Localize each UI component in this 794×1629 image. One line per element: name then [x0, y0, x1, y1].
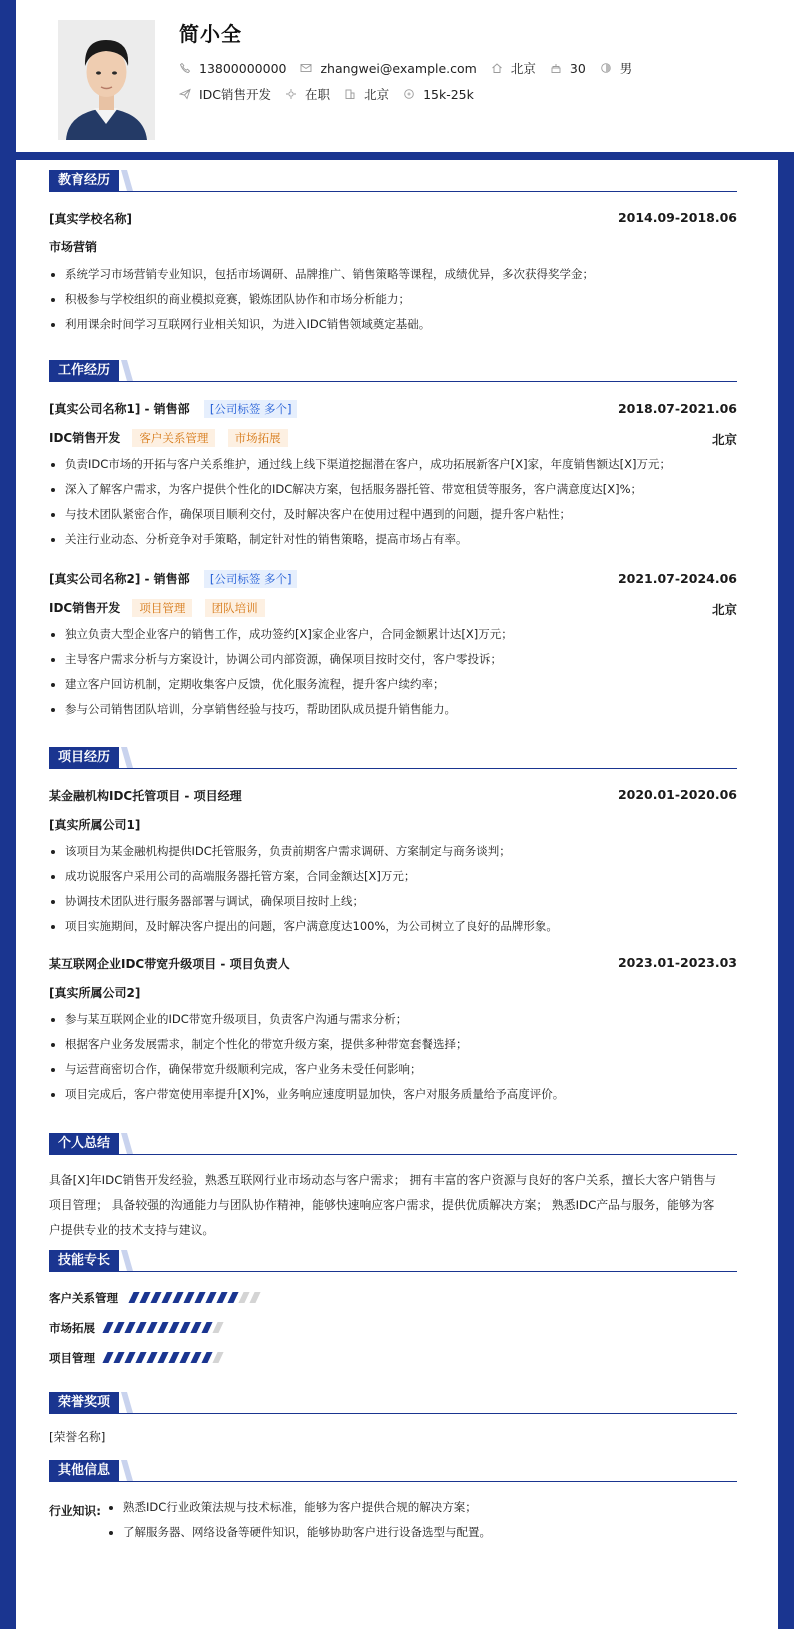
coin-icon	[403, 88, 415, 100]
skill-segment-filled	[179, 1352, 190, 1363]
home-icon	[491, 62, 503, 74]
skill-name: 客户关系管理	[49, 1291, 118, 1305]
gender-icon	[600, 62, 612, 74]
summary-line: 具备[X]年IDC销售开发经验，熟悉互联网行业市场动态与客户需求； 拥有丰富的客户资源与良好的客户关系，擅长大客户销售与	[49, 1173, 717, 1187]
building-icon	[344, 88, 356, 100]
section-title: 其他信息	[49, 1460, 119, 1481]
project-2-row	[49, 955, 737, 972]
honors-section	[49, 1392, 737, 1444]
skill-segment-empty	[212, 1352, 223, 1363]
send-icon	[179, 88, 191, 100]
age-item	[550, 61, 586, 76]
age-value: 30	[569, 60, 586, 76]
skill-segment-filled	[183, 1292, 194, 1303]
skill-segment-filled	[124, 1352, 135, 1363]
skill-segment-filled	[102, 1352, 113, 1363]
project-1-bullets	[49, 839, 737, 939]
project-company: [真实所属公司1]	[49, 818, 141, 832]
job-2-bullets	[49, 622, 737, 722]
skill-level-bar	[131, 1292, 263, 1303]
header-stripe-icon	[121, 170, 133, 191]
major: 市场营销	[49, 240, 98, 254]
skill-segment-empty	[238, 1292, 249, 1303]
header-stripe-icon	[121, 747, 133, 768]
skill-segment-filled	[124, 1322, 135, 1333]
job-2-company-row	[49, 570, 737, 588]
skill-tag: 市场拓展	[228, 429, 288, 447]
skill-segment-filled	[146, 1322, 157, 1333]
list-item: 项目完成后，客户带宽使用率提升[X]%，业务响应速度明显加快，客户对服务质量给予高度评价。	[49, 1082, 737, 1107]
skill-segment-filled	[135, 1322, 146, 1333]
job-2-role-row	[49, 599, 737, 617]
project-1-row	[49, 787, 737, 804]
summary-line: 项目管理； 具备较强的沟通能力与团队协作精神，能够快速响应客户需求，提供优质解决方案； 熟悉IDC产品与服务，能够为客	[49, 1198, 715, 1212]
skill-segment-filled	[146, 1352, 157, 1363]
section-header	[49, 360, 737, 382]
list-item: 系统学习市场营销专业知识，包括市场调研、品牌推广、销售策略等课程，成绩优异，多次获得奖学金；	[49, 262, 737, 287]
skill-segment-filled	[113, 1352, 124, 1363]
header-stripe-icon	[121, 1250, 133, 1271]
list-item: 主导客户需求分析与方案设计，协调公司内部资源，确保项目按时交付，客户零投诉；	[49, 647, 737, 672]
contact-row	[179, 59, 646, 77]
list-item: 熟悉IDC行业政策法规与技术标准，能够为客户提供合规的解决方案；	[107, 1495, 737, 1520]
education-period: 2014.09-2018.06	[617, 210, 737, 225]
company-name: [真实公司名称2] - 销售部	[49, 572, 190, 586]
sparkle-icon	[285, 88, 297, 100]
list-item: 该项目为某金融机构提供IDC托管服务，负责前期客户需求调研、方案制定与商务谈判；	[49, 839, 737, 864]
company-tag: [公司标签 多个]	[204, 570, 298, 588]
skills-section	[49, 1250, 737, 1365]
skill-segment-filled	[190, 1322, 201, 1333]
hometown-value: 北京	[510, 61, 536, 76]
work-section	[49, 360, 737, 716]
resume-body	[16, 160, 778, 1629]
section-title: 个人总结	[49, 1133, 119, 1154]
list-item: 参与公司销售团队培训，分享销售经验与技巧，帮助团队成员提升销售能力。	[49, 697, 737, 722]
section-header	[49, 1133, 737, 1155]
hometown-item	[491, 59, 536, 77]
list-item: 负责IDC市场的开拓与客户关系维护，通过线上线下渠道挖掘潜在客户，成功拓展新客户[X]家，年度销售额达[X]万元；	[49, 452, 737, 477]
candidate-name: 简小全	[179, 22, 242, 46]
other-label: 行业知识:	[49, 1504, 101, 1518]
phone-number: 13800000000	[199, 60, 287, 76]
skill-segment-filled	[227, 1292, 238, 1303]
skill-segment-filled	[139, 1292, 150, 1303]
skill-segment-filled	[168, 1322, 179, 1333]
education-section	[49, 170, 737, 331]
phone-item	[179, 61, 286, 76]
section-title: 技能专长	[49, 1250, 119, 1271]
skill-segment-filled	[128, 1292, 139, 1303]
gender-value: 男	[619, 61, 633, 76]
section-title: 工作经历	[49, 360, 119, 381]
header-stripe-icon	[121, 1392, 133, 1413]
company-tag: [公司标签 多个]	[204, 400, 298, 418]
skill-segment-filled	[168, 1352, 179, 1363]
list-item: 与技术团队紧密合作，确保项目顺利交付，及时解决客户在使用过程中遇到的问题，提升客户粘性；	[49, 502, 737, 527]
skill-segment-empty	[212, 1322, 223, 1333]
list-item: 协调技术团队进行服务器部署与调试，确保项目按时上线；	[49, 889, 737, 914]
skill-segment-filled	[179, 1322, 190, 1333]
project-period: 2023.01-2023.03	[617, 955, 737, 970]
skill-tag: 客户关系管理	[132, 429, 215, 447]
skill-segment-filled	[157, 1322, 168, 1333]
project-name: 某互联网企业IDC带宽升级项目 - 项目负责人	[49, 957, 290, 971]
header-stripe-icon	[121, 360, 133, 381]
list-item: 项目实施期间，及时解决客户提出的问题，客户满意度达100%，为公司树立了良好的品牌形象。	[49, 914, 737, 939]
honor-name: [荣誉名称]	[49, 1430, 106, 1444]
skill-segment-filled	[194, 1292, 205, 1303]
project-period: 2020.01-2020.06	[617, 787, 737, 802]
education-bullets	[49, 262, 737, 337]
projects-section	[49, 747, 737, 1101]
school-row	[49, 210, 737, 227]
job-intent-row	[179, 85, 488, 103]
status-value: 在职	[305, 87, 331, 102]
list-item: 参与某互联网企业的IDC带宽升级项目，负责客户沟通与需求分析；	[49, 1007, 737, 1032]
position-value: IDC销售开发	[199, 87, 272, 102]
summary-text	[49, 1168, 737, 1243]
list-item: 与运营商密切合作，确保带宽升级顺利完成，客户业务未受任何影响；	[49, 1057, 737, 1082]
resume-header	[16, 0, 794, 152]
city-value: 北京	[364, 87, 390, 102]
list-item: 关注行业动态、分析竞争对手策略，制定针对性的销售策略，提高市场占有率。	[49, 527, 737, 552]
skill-level-bar	[105, 1352, 226, 1363]
skill-segment-filled	[172, 1292, 183, 1303]
skill-segment-filled	[157, 1352, 168, 1363]
company-name: [真实公司名称1] - 销售部	[49, 402, 190, 416]
header-stripe-icon	[121, 1460, 133, 1481]
job-1-role-row	[49, 429, 737, 447]
header-stripe-icon	[121, 1133, 133, 1154]
phone-icon	[179, 62, 191, 74]
section-header	[49, 747, 737, 769]
summary-section	[49, 1133, 737, 1237]
skill-level-bar	[105, 1322, 226, 1333]
skill-segment-empty	[249, 1292, 260, 1303]
list-item: 根据客户业务发展需求，制定个性化的带宽升级方案，提供多种带宽套餐选择；	[49, 1032, 737, 1057]
job-role: IDC销售开发	[49, 601, 121, 615]
job-city: 北京	[711, 432, 737, 447]
skill-segment-filled	[113, 1322, 124, 1333]
salary-value: 15k-25k	[423, 86, 474, 102]
other-bullets	[107, 1495, 737, 1545]
list-item: 建立客户回访机制，定期收集客户反馈，优化服务流程，提升客户续约率；	[49, 672, 737, 697]
gender-item	[600, 59, 633, 77]
skill-name: 市场拓展	[49, 1321, 95, 1335]
skill-segment-filled	[102, 1322, 113, 1333]
skill-row	[49, 1320, 309, 1336]
list-item: 了解服务器、网络设备等硬件知识，能够协助客户进行设备选型与配置。	[107, 1520, 737, 1545]
list-item: 深入了解客户需求，为客户提供个性化的IDC解决方案，包括服务器托管、带宽租赁等服务，客户满意度达[X]%；	[49, 477, 737, 502]
skill-segment-filled	[201, 1352, 212, 1363]
list-item: 积极参与学校组织的商业模拟竞赛，锻炼团队协作和市场分析能力；	[49, 287, 737, 312]
list-item: 独立负责大型企业客户的销售工作，成功签约[X]家企业客户，合同金额累计达[X]万元；	[49, 622, 737, 647]
email-address: zhangwei@example.com	[320, 60, 477, 76]
skill-segment-filled	[216, 1292, 227, 1303]
list-item: 利用课余时间学习互联网行业相关知识，为进入IDC销售领域奠定基础。	[49, 312, 737, 337]
skill-name: 项目管理	[49, 1351, 95, 1365]
skill-row	[49, 1290, 309, 1306]
status-item	[285, 85, 330, 103]
job-city: 北京	[711, 602, 737, 617]
cake-icon	[550, 62, 562, 74]
skill-segment-filled	[150, 1292, 161, 1303]
skill-tag: 团队培训	[205, 599, 265, 617]
position-item	[179, 85, 271, 103]
skill-segment-filled	[205, 1292, 216, 1303]
project-2-bullets	[49, 1007, 737, 1107]
skill-tag: 项目管理	[132, 599, 192, 617]
skill-row	[49, 1350, 309, 1366]
section-header	[49, 1460, 737, 1482]
summary-line: 户提供专业的技术支持与建议。	[49, 1223, 215, 1237]
job-period: 2021.07-2024.06	[617, 571, 737, 586]
mail-icon	[300, 62, 312, 74]
project-name: 某金融机构IDC托管项目 - 项目经理	[49, 789, 242, 803]
city-item	[344, 85, 389, 103]
salary-item	[403, 87, 474, 102]
skill-segment-filled	[190, 1352, 201, 1363]
section-header	[49, 170, 737, 192]
other-section	[49, 1460, 737, 1539]
list-item: 成功说服客户采用公司的高端服务器托管方案，合同金额达[X]万元；	[49, 864, 737, 889]
section-title: 项目经历	[49, 747, 119, 768]
skill-segment-filled	[201, 1322, 212, 1333]
section-header	[49, 1392, 737, 1414]
email-item	[300, 61, 476, 76]
school-name: [真实学校名称]	[49, 212, 132, 226]
job-1-company-row	[49, 400, 737, 418]
avatar	[58, 20, 155, 140]
section-header	[49, 1250, 737, 1272]
section-title: 荣誉奖项	[49, 1392, 119, 1413]
skill-segment-filled	[161, 1292, 172, 1303]
job-1-bullets	[49, 452, 737, 552]
project-company: [真实所属公司2]	[49, 986, 141, 1000]
section-title: 教育经历	[49, 170, 119, 191]
job-role: IDC销售开发	[49, 431, 121, 445]
job-period: 2018.07-2021.06	[617, 401, 737, 416]
skill-segment-filled	[135, 1352, 146, 1363]
